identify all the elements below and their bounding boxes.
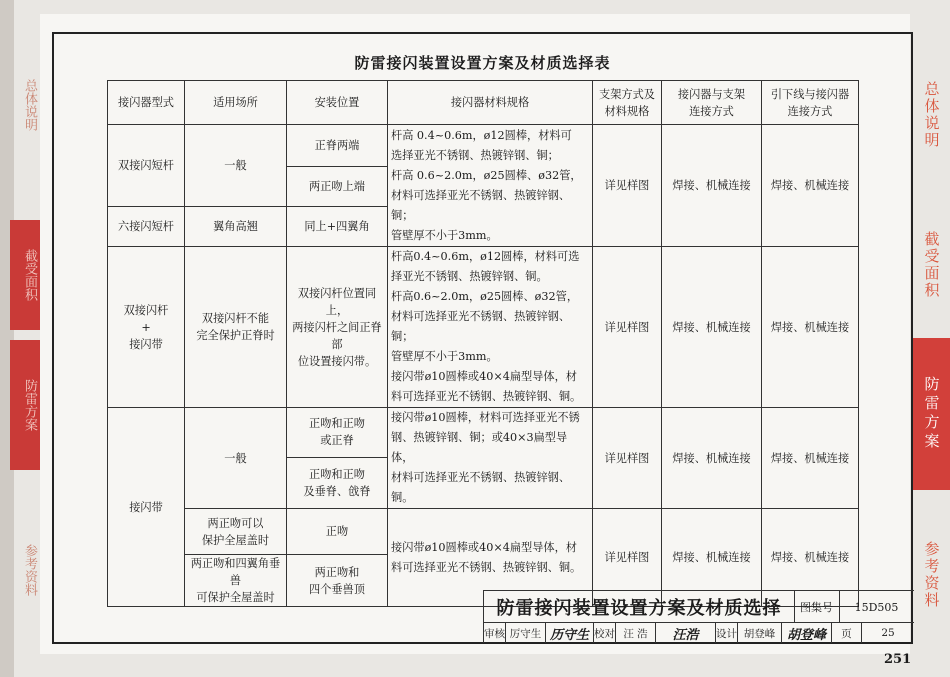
spec-line: 管壁厚不小于3mm。	[391, 350, 498, 363]
designer-name: 胡登峰	[738, 623, 782, 643]
header-support	[593, 81, 662, 125]
connection-method: 焊接、机械连接	[662, 125, 762, 247]
design-label: 设计	[716, 623, 738, 643]
chapter-tab-reference[interactable]	[913, 515, 950, 635]
support-see-sample: 详见样图	[593, 509, 662, 607]
header-line: 连接方式	[787, 104, 833, 118]
site-general: 一般	[185, 408, 287, 509]
cell-line: 保护全屋盖时	[201, 533, 270, 547]
reviewer-signature: 历守生	[546, 623, 594, 643]
position-plus-four: 同上+四翼角	[287, 207, 388, 247]
spec-line: 料可选择亚光不锈钢、热镀锌钢、铜。	[391, 390, 582, 403]
signature-row	[483, 622, 914, 643]
site-combo	[185, 247, 287, 408]
review-label: 审核	[484, 623, 506, 643]
spec-line: 接闪带ø10圆棒或40×4扁型导体，材	[391, 540, 577, 554]
cell-line: 可保护全屋盖时	[196, 591, 275, 604]
cell-line: 双接闪杆	[123, 303, 169, 317]
position-combo	[287, 247, 388, 408]
spec-line: 选择亚光不锈钢、热镀锌钢、铜；	[391, 148, 559, 162]
header-line: 引下线与接闪器	[770, 87, 850, 101]
check-label: 校对	[594, 623, 616, 643]
spec-belt	[388, 408, 593, 509]
header-position: 安装位置	[287, 81, 388, 125]
support-see-sample: 详见样图	[593, 125, 662, 247]
drawing-title: 防雷接闪装置设置方案及材质选择	[484, 591, 795, 623]
spec-line: 材料可选择亚光不锈钢、热镀锌钢、铜；	[391, 188, 571, 222]
spec-combo	[388, 247, 593, 408]
spec-line: 接闪带ø10圆棒，材料可选择亚光不锈	[391, 411, 580, 424]
spec-line: 择亚光不锈钢、热镀锌钢、铜。	[391, 270, 548, 283]
page-label: 页	[832, 623, 862, 643]
spec-short-rods	[388, 125, 593, 247]
connection-method: 焊接、机械连接	[662, 408, 762, 509]
cell-line: 两正吻可以	[207, 516, 264, 530]
site-belt-2	[185, 509, 287, 555]
downlead-method: 焊接、机械连接	[762, 408, 859, 509]
site-wing: 翼角高翘	[185, 207, 287, 247]
table-row	[108, 408, 859, 458]
table-row	[108, 125, 859, 167]
header-line: 连接方式	[689, 104, 734, 118]
cell-line: 完全保护正脊时	[196, 329, 275, 342]
spec-line: 钢、热镀锌钢、铜；或40×3扁型导体，	[391, 431, 568, 464]
type-six-short: 六接闪短杆	[108, 207, 185, 247]
table-row	[108, 509, 859, 555]
title-block	[483, 590, 913, 644]
ghost-tab-label: 截受面积	[22, 249, 37, 301]
header-line: 材料规格	[604, 104, 650, 118]
book-page-number: 251	[884, 652, 912, 667]
position-belt-1	[287, 408, 388, 458]
spec-line: 料可选择亚光不锈钢、热镀锌钢、铜。	[391, 560, 582, 574]
spec-line: 杆高0.6~2.0m，ø25圆棒、ø32管，	[391, 290, 579, 303]
header-type: 接闪器型式	[108, 81, 185, 125]
page-number: 25	[881, 627, 895, 639]
cell-line: 双接闪杆不能	[201, 312, 270, 325]
reviewer-name: 厉守生	[506, 623, 546, 643]
title-block-main	[483, 590, 914, 623]
cell-line: 及垂脊、戗脊	[303, 484, 371, 498]
ghost-tab-label: 总体说明	[22, 79, 37, 131]
chapter-tab-label: 防雷方案	[922, 376, 941, 452]
header-line: 支架方式及	[599, 87, 655, 101]
cell-line: 正吻和正吻	[309, 467, 365, 481]
header-connection	[662, 81, 762, 125]
connection-method: 焊接、机械连接	[662, 247, 762, 408]
header-downlead	[762, 81, 859, 125]
position-belt-2	[287, 457, 388, 508]
downlead-method: 焊接、机械连接	[762, 509, 859, 607]
site-general: 一般	[185, 125, 287, 207]
type-double-short: 双接闪短杆	[108, 125, 185, 207]
cell-line: 位设置接闪带。	[297, 354, 377, 368]
position-ridge-ends: 正脊两端	[287, 125, 388, 167]
site-belt-3	[185, 555, 287, 607]
spec-line: 杆高0.4~0.6m，ø12圆棒，材料可选	[391, 250, 580, 263]
header-row	[108, 81, 859, 125]
chapter-tab-overview[interactable]	[913, 60, 950, 170]
connection-method: 焊接、机械连接	[662, 509, 762, 607]
spec-line: 管壁厚不小于3mm。	[391, 228, 498, 242]
checker-name: 汪 浩	[616, 623, 656, 643]
ghost-tab-label: 防雷方案	[22, 379, 37, 431]
cell-line: 正吻和正吻	[309, 417, 365, 431]
type-combo	[108, 247, 185, 408]
cell-line: 两正吻和四翼角垂兽	[190, 557, 281, 587]
position-ridge-top: 两正吻上端	[287, 167, 388, 207]
cell-line: 接闪带	[129, 337, 163, 351]
cell-line: 四个垂兽顶	[309, 582, 365, 596]
designer-signature: 胡登峰	[782, 623, 832, 643]
position-belt-4	[287, 555, 388, 607]
spec-line: 杆高 0.6~2.0m，ø25圆棒、ø32管，	[391, 168, 582, 182]
downlead-method: 焊接、机械连接	[762, 125, 859, 247]
cell-line: +	[141, 320, 151, 334]
cell-line: 两正吻和	[314, 565, 360, 579]
header-site: 适用场所	[185, 81, 287, 125]
spec-line: 杆高 0.4~0.6m，ø12圆棒，材料可	[391, 128, 572, 142]
cell-line: 两接闪杆之间正脊部	[292, 320, 382, 351]
spec-line: 材料可选择亚光不锈钢、热镀锌钢、铜；	[391, 310, 571, 343]
chapter-tab-area[interactable]	[913, 210, 950, 320]
atlas-label: 图集号	[794, 591, 840, 623]
header-material: 接闪器材料规格	[388, 81, 593, 125]
ghost-tab-label: 参考资料	[22, 544, 37, 596]
atlas-number: 15D505	[854, 600, 899, 614]
checker-signature: 汪浩	[656, 623, 716, 643]
chapter-tab-label: 截受面积	[922, 231, 941, 299]
type-belt: 接闪带	[108, 408, 185, 607]
chapter-tab-label: 总体说明	[922, 81, 941, 149]
table-row	[108, 247, 859, 408]
header-line: 接闪器与支架	[677, 87, 746, 101]
chapter-tab-lightning-active[interactable]	[913, 338, 950, 490]
spec-line: 材料可选择亚光不锈钢、热镀锌钢、铜。	[391, 471, 571, 504]
table-title: 防雷接闪装置设置方案及材质选择表	[354, 54, 611, 72]
support-see-sample: 详见样图	[593, 408, 662, 509]
cell-line: 或正脊	[320, 434, 354, 448]
selection-table	[107, 80, 859, 607]
chapter-tab-label: 参考资料	[922, 541, 941, 609]
cell-line: 双接闪杆位置同上，	[297, 286, 377, 317]
support-see-sample: 详见样图	[593, 247, 662, 408]
position-belt-3: 正吻	[287, 509, 388, 555]
spec-line: 接闪带ø10圆棒或40×4扁型导体，材	[391, 370, 577, 383]
downlead-method: 焊接、机械连接	[762, 247, 859, 408]
